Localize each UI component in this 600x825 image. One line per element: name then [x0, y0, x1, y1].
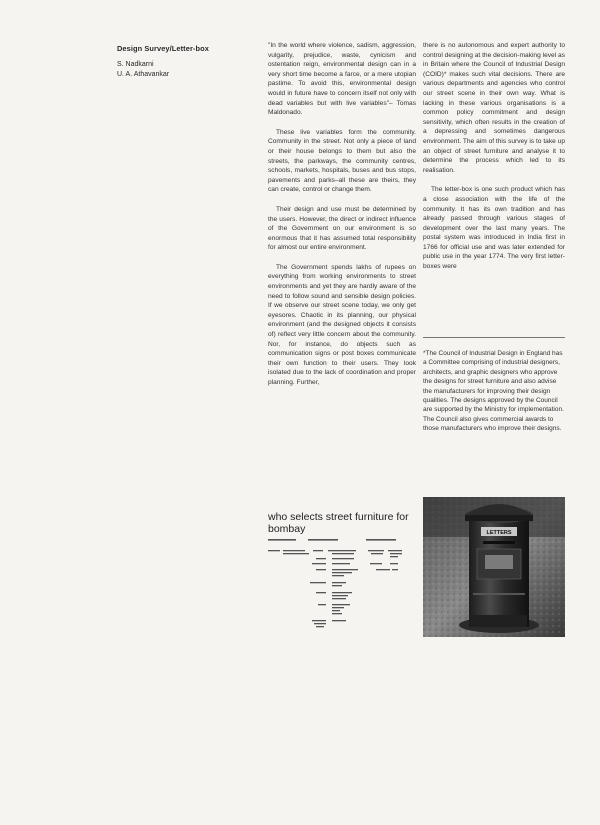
- footnote-divider: [423, 337, 565, 338]
- letter-box-photo: [423, 497, 565, 637]
- article-title: Design Survey/Letter-box: [117, 44, 209, 53]
- paragraph: there is no autonomous and expert authority to control designing at the decision-making level as in Britain where the Council of Industrial Design (COID)* makes such vital decisions. There are various departments and agencies who control our street scene in their own way. What is lacking in these various organisations is a common policy commitment and design sensitivity, which often results in the creation of a depressing and sometimes dangerous environment. The aim of this survey is to take up an object of street furniture and analyse it to determine the process which led to its realisation.: [423, 42, 565, 174]
- letter-box-label: LETTERS: [486, 530, 512, 536]
- paragraph: The letter-box is one such product which has a close association with the life of the community. It has its own tradition and has already passed through various stages of development over the last many years. The postal system was introduced in India first in 1766 for official use and was later extended for public use in the year 1774. The very first letter-boxes were: [423, 186, 565, 271]
- authors: [117, 60, 169, 80]
- paragraph: "In the world where violence, sadism, aggression, vulgarity, prejudice, waste, cynicism and ostentation reign, environmental design can in a very short time become a farce, or a mere utopian pastime. To avoid this, environmental design would in future have to concern itself not only with dead variables but with live variables"– Tomas Maldonado.: [268, 42, 416, 117]
- paragraph: Their design and use must be determined by the users. However, the direct or indirect influence of the Government on our environment is so enormous that it has assumed total responsibility for almost our entire environment.: [268, 205, 416, 252]
- organisation-diagram: [266, 536, 416, 636]
- paragraph: These live variables form the community. Community in the street. Not only a piece of land or their house belongs to them but also the streets, the parkways, the community centres, schools, markets, hospitals, buses and bus stops, pavements and parks–all these are theirs, they can create, control or change them.: [268, 128, 416, 194]
- figure-title: who selects street furniture for bombay: [268, 511, 409, 535]
- text-column-1: [268, 41, 416, 398]
- paragraph: The Government spends lakhs of rupees on everything from working environments to street environments and yet they are hardly aware of the need to follow sound and sensible design policies. If we observe our street scene today, we only get eyesores. Chaotic in its planning, our physical environment (and the designed objects it consists of) reflect very little concern about the community. Nor, for instance, do objects such as communication signs or post boxes communicate their own function to their users. They look isolated due to the lack of coordination and proper planning. Further,: [268, 263, 416, 386]
- text-column-2: [423, 41, 565, 282]
- author-name: U. A. Athavankar: [117, 71, 170, 78]
- footnote: *The Council of Industrial Design in England has a Committee comprising of industrial designers, architects, and graphic designers who approve the designs for street furniture and also advise the manufacturers for improving their design qualities. The designs approved by the Council are supported by the Ministry for implementation. The Council also gives commercial awards to those manufacturers who improve their designs.: [423, 350, 564, 433]
- author-name: S. Nadkarni: [117, 61, 154, 68]
